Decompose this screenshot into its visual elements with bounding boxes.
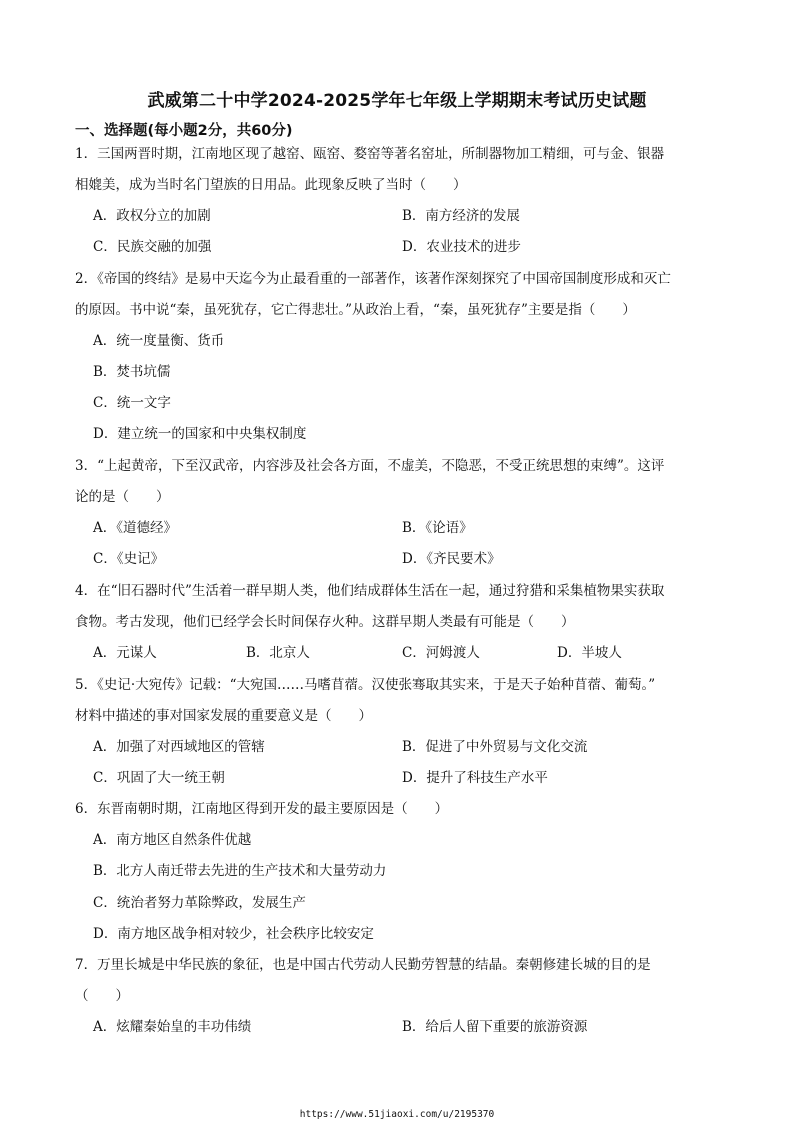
question-5-option-b: B．促进了中外贸易与文化交流 <box>402 739 588 755</box>
question-5-option-c: C．巩固了大一统王朝 <box>93 770 225 786</box>
question-1-text-cont: 相媲美，成为当时名门望族的日用品。此现象反映了当时（ ） <box>75 177 467 193</box>
question-3-text: 3．“上起黄帝，下至汉武帝，内容涉及社会各方面，不虚美，不隐恶，不受正统思想的束缚”。这评 <box>75 458 665 474</box>
question-3-option-c: C．《史记》 <box>93 551 165 567</box>
question-7-option-b: B．给后人留下重要的旅游资源 <box>402 1019 588 1035</box>
question-5-text-cont: 材料中描述的事对国家发展的重要意义是（ ） <box>75 708 372 724</box>
question-4-option-a: A．元谋人 <box>93 645 157 661</box>
question-3-option-a: A．《道德经》 <box>93 520 177 536</box>
question-4-text-cont: 食物。考古发现，他们已经学会长时间保存火种。这群早期人类最有可能是（ ） <box>75 614 575 630</box>
question-1-option-c: C．民族交融的加强 <box>93 239 212 255</box>
question-2-option-b: B．焚书坑儒 <box>93 364 171 380</box>
question-4-option-b: B．北京人 <box>246 645 310 661</box>
question-1-option-d: D．农业技术的进步 <box>402 239 521 255</box>
question-3-option-d: D．《齐民要术》 <box>402 551 501 567</box>
question-2-option-c: C．统一文字 <box>93 395 171 411</box>
question-7-option-a: A．炫耀秦始皇的丰功伟绩 <box>93 1019 252 1035</box>
question-5-option-d: D．提升了科技生产水平 <box>402 770 548 786</box>
question-2-text-cont: 的原因。书中说“秦，虽死犹存，它亡得悲壮。”从政治上看，“秦，虽死犹存”主要是指（ ） <box>75 302 636 318</box>
question-4-option-c: C．河姆渡人 <box>402 645 480 661</box>
question-6-option-a: A．南方地区自然条件优越 <box>93 832 252 848</box>
question-2-option-a: A．统一度量衡、货币 <box>93 333 225 349</box>
question-3-option-b: B．《论语》 <box>402 520 473 536</box>
question-3-text-cont: 论的是（ ） <box>75 489 170 505</box>
question-6-option-d: D．南方地区战争相对较少，社会秩序比较安定 <box>93 926 374 942</box>
question-2-option-d: D．建立统一的国家和中央集权制度 <box>93 426 307 442</box>
question-2-text: 2．《帝国的终结》是易中天迄今为止最看重的一部著作，该著作深刻探究了中国帝国制度形成和灭亡 <box>75 271 671 287</box>
question-4-option-d: D．半坡人 <box>557 645 622 661</box>
question-6-text: 6．东晋南朝时期，江南地区得到开发的最主要原因是（ ） <box>75 801 449 817</box>
question-1-option-b: B．南方经济的发展 <box>402 208 520 224</box>
question-6-option-b: B．北方人南迁带去先进的生产技术和大量劳动力 <box>93 863 387 879</box>
question-1-text: 1．三国两晋时期，江南地区现了越窑、瓯窑、婺窑等著名窑址，所制器物加工精细，可与金、银器 <box>75 146 665 162</box>
exam-title: 武威第二十中学2024-2025学年七年级上学期期末考试历史试题 <box>147 91 647 111</box>
question-1-option-a: A．政权分立的加剧 <box>93 208 211 224</box>
question-6-option-c: C．统治者努力革除弊政，发展生产 <box>93 895 306 911</box>
section-heading: 一、选择题(每小题2分，共60分) <box>75 123 293 139</box>
question-4-text: 4．在“旧石器时代”生活着一群早期人类，他们结成群体生活在一起，通过狩猎和采集植物果实获取 <box>75 583 665 599</box>
question-5-text: 5．《史记·大宛传》记载：“大宛国……马嗜苜蓿。汉使张骞取其实来，于是天子始种苜蓿、葡萄。” <box>75 677 656 693</box>
question-7-text-cont: （ ） <box>75 988 129 1004</box>
question-7-text: 7．万里长城是中华民族的象征，也是中国古代劳动人民勤劳智慧的结晶。秦朝修建长城的目的是 <box>75 957 651 973</box>
question-5-option-a: A．加强了对西域地区的管辖 <box>93 739 265 755</box>
footer-url[interactable]: https://www.51jiaoxi.com/u/2195370 <box>299 1109 495 1120</box>
